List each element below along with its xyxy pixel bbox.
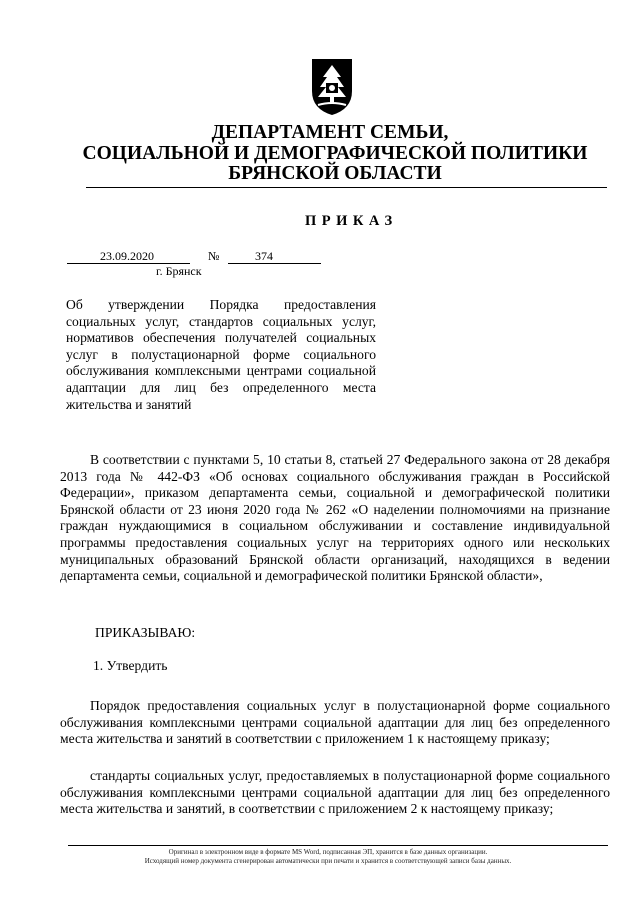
preamble-paragraph: В соответствии с пунктами 5, 10 статьи 8, статьей 27 Федерального закона от 28 декабря 2013 года № 442-ФЗ «Об основах социального обслуживания граждан в Российской Федерации», приказом департамента семьи, социальной и демографической политики Брянской области от 23 июня 2020 года № 262 «О наделении полномочиями на признание граждан нуждающимися в социальном обслуживании и составление индивидуальной программы предоставления социальных услуг на территориях одного или нескольких муниципальных образований Брянской области организаций, находящихся в ведении департамента семьи, социальной и демографической политики Брянской области», [60,452,610,584]
document-title: ПРИКАЗ [305,213,398,229]
footer-divider [68,845,608,846]
org-name-line1: ДЕПАРТАМЕНТ СЕМЬИ, [211,122,449,143]
number-underline [228,263,321,264]
number-sign: № [208,249,220,263]
org-name-line2: СОЦИАЛЬНОЙ И ДЕМОГРАФИЧЕСКОЙ ПОЛИТИКИ [82,143,588,164]
document-city: г. Брянск [156,264,202,278]
document-date: 23.09.2020 [100,249,154,263]
order-word: ПРИКАЗЫВАЮ: [95,625,196,640]
item-paragraph-procedure: Порядок предоставления социальных услуг в полустационарной форме социального обслуживания комплексными центрами социальной адаптации для лиц без определенного места жительства и занятий в соответствии с приложением 1 к настоящему приказу; [60,698,610,747]
org-name-line3: БРЯНСКОЙ ОБЛАСТИ [228,163,442,184]
document-subject: Об утверждении Порядка предоставления социальных услуг, стандартов социальных услуг, нормативов обеспечения получателей социальных услуг в полустационарной форме социального обслуживания комплексными центрами социальной адаптации для лиц без определенного места жительства и занятий [66,297,376,412]
header-divider [86,187,607,188]
coat-of-arms-icon [308,57,356,117]
footer-note-number: Исходящий номер документа сгенерирован автоматически при печати и хранится в соответствующей записи базы данных. [144,857,512,865]
footer-note-original: Оригинал в электронном виде в формате MS Word, подписанная ЭП, хранится в базе данных организации. [168,848,488,856]
document-number: 374 [255,249,273,263]
item-paragraph-standards: стандарты социальных услуг, предоставляемых в полустационарной форме социального обслуживания комплексными центрами социальной адаптации для лиц без определенного места жительства и занятий, в соответствии с приложением 2 к настоящему приказу; [60,768,610,817]
item-approve: 1. Утвердить [93,658,168,673]
